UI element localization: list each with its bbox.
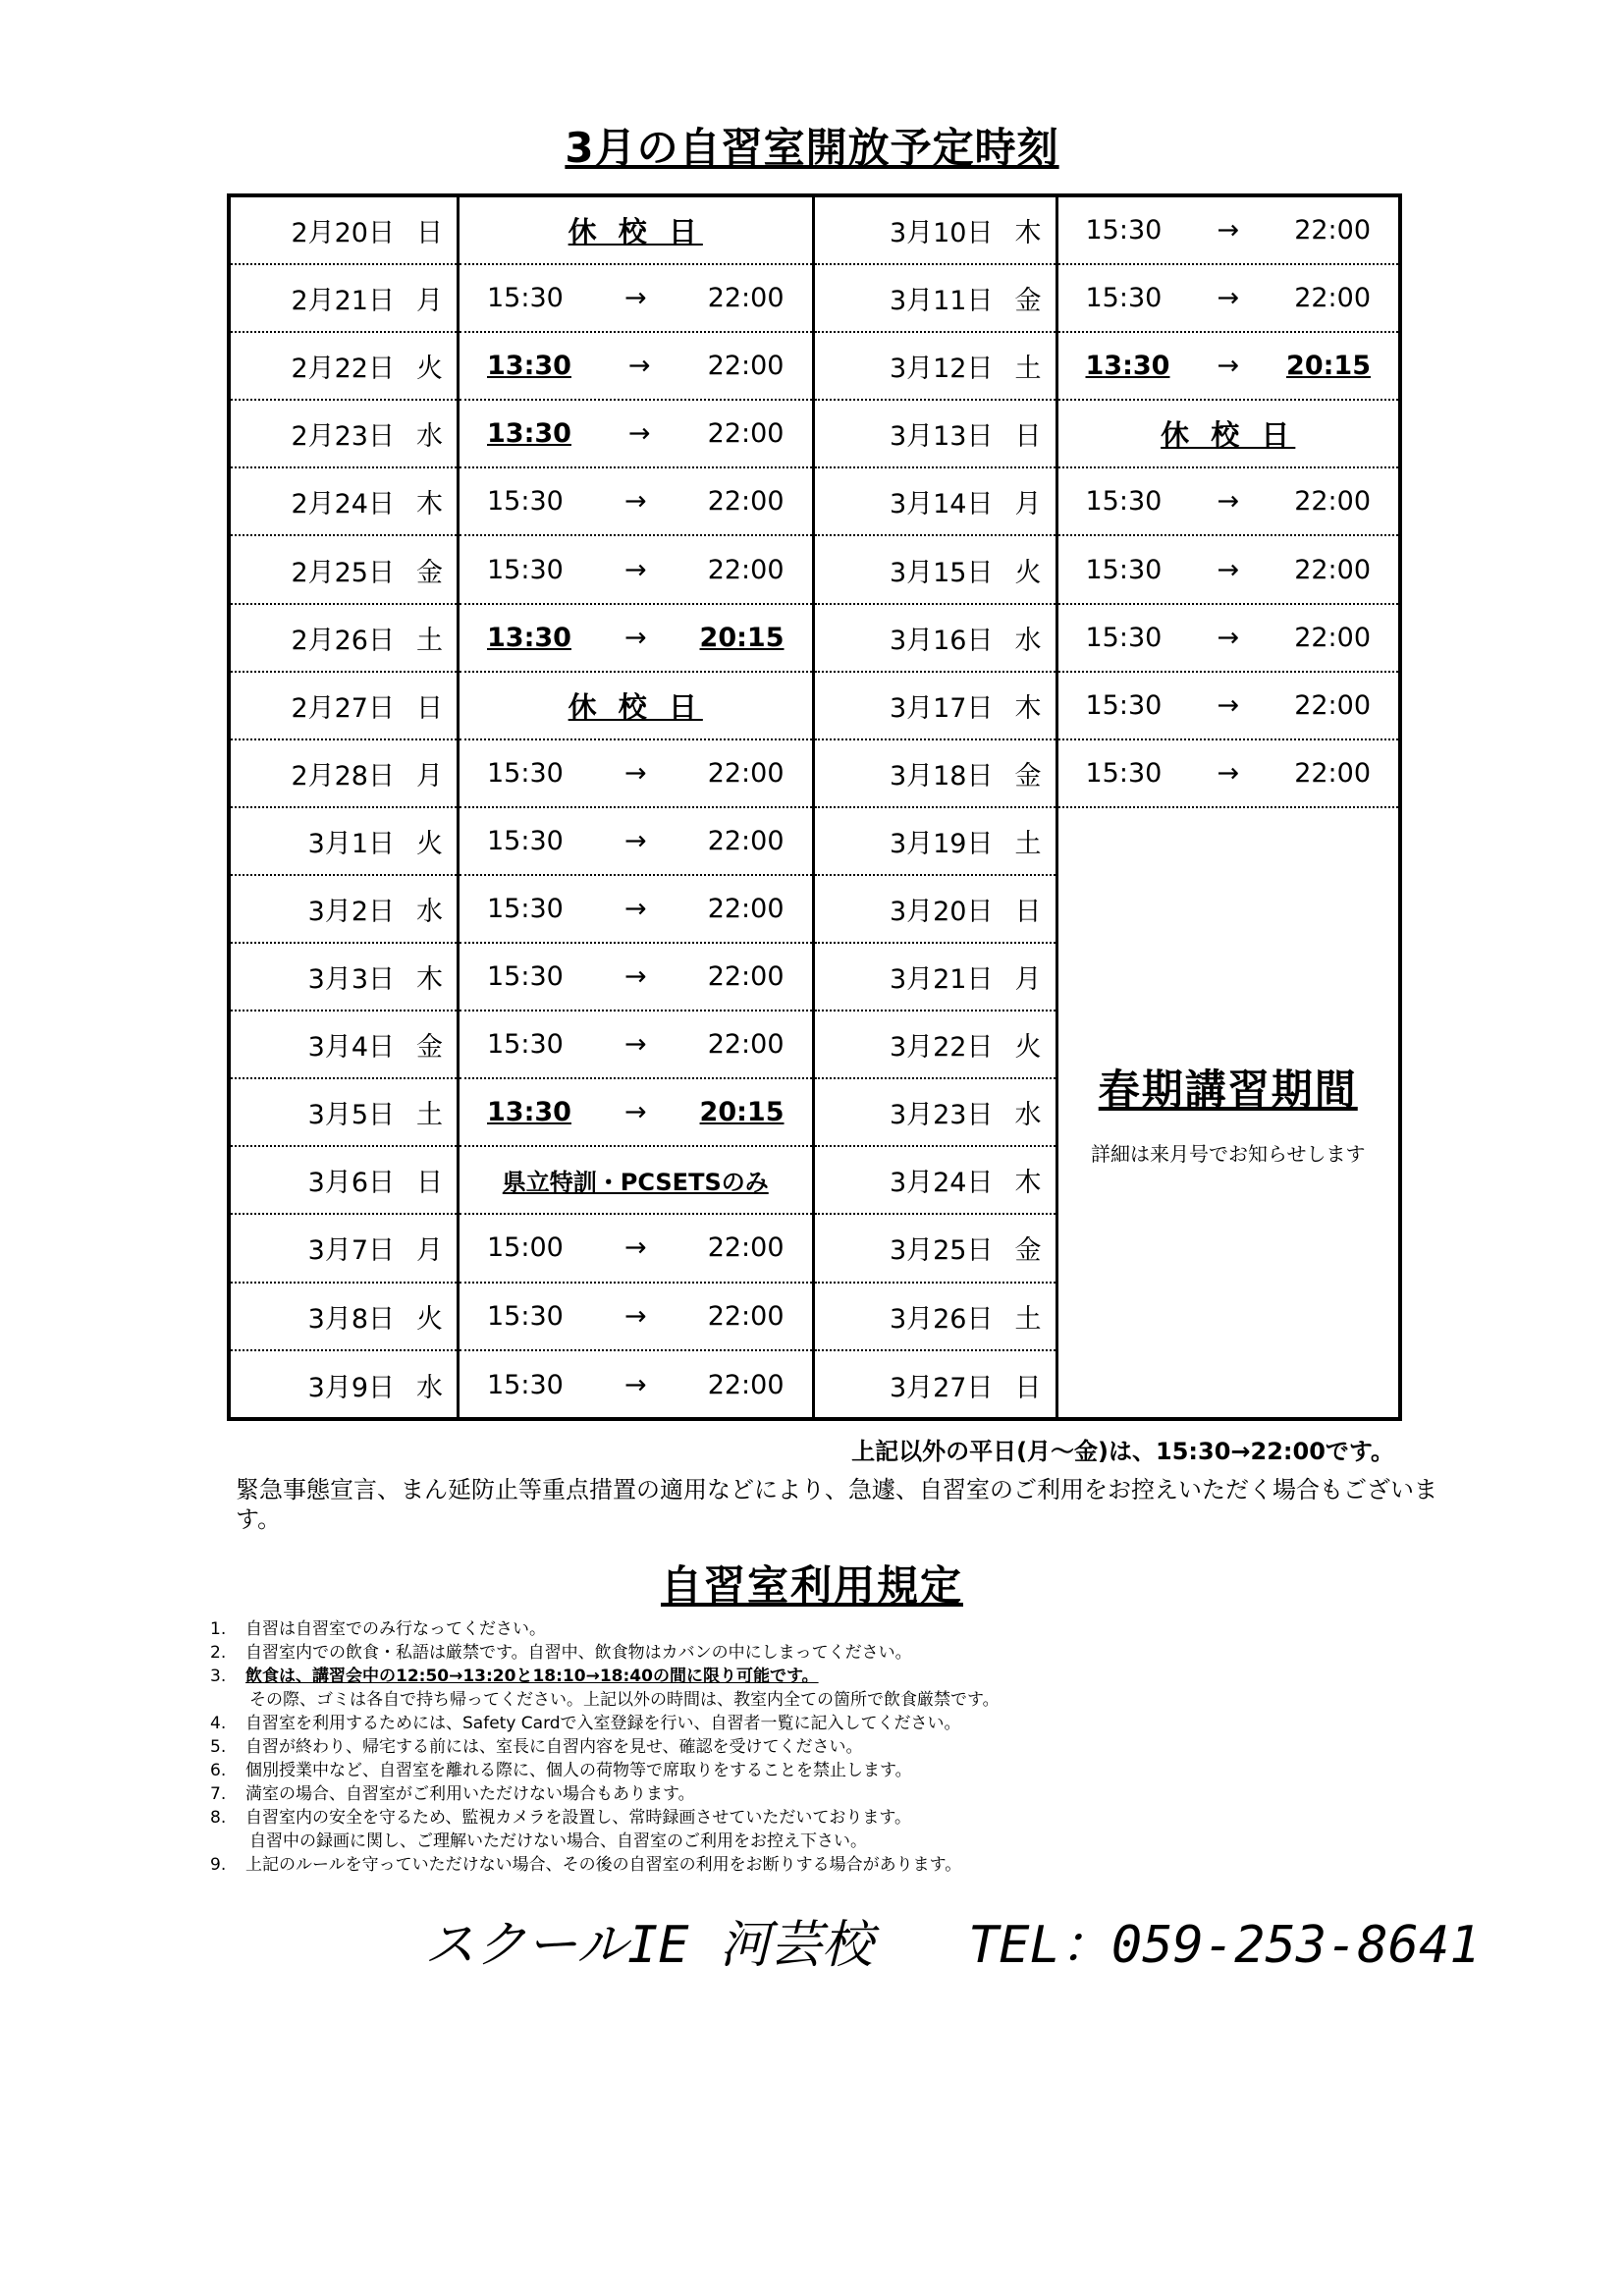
date-cell <box>815 876 1056 944</box>
rule-number: 8. <box>210 1808 227 1828</box>
end-time: 22:00 <box>1294 283 1371 314</box>
time-cell <box>1058 673 1399 740</box>
date-cell <box>231 536 457 604</box>
date-cell <box>815 401 1056 468</box>
arrow-icon: → <box>1217 689 1240 721</box>
start-time: 15:30 <box>487 1029 564 1061</box>
date-cell <box>815 1215 1056 1283</box>
weekday-label: 木 <box>416 489 443 520</box>
rule-text: 自習中の録画に関し、ご理解いただけない場合、自習室のご利用をお控え下さい。 <box>249 1831 867 1851</box>
weekday-label: 木 <box>1014 218 1042 249</box>
start-time: 13:30 <box>487 351 571 382</box>
time-cell <box>1058 333 1399 401</box>
weekday-label: 水 <box>1014 625 1042 656</box>
rule-item <box>210 1617 1467 1641</box>
end-time: 22:00 <box>707 486 785 518</box>
time-cell <box>460 1079 812 1147</box>
end-time: 22:00 <box>707 961 785 993</box>
weekday-label: 水 <box>1014 1100 1042 1131</box>
spring-course-title: 春期講習期間 <box>1098 1066 1358 1115</box>
date-label: 3月8日 <box>307 1303 395 1335</box>
date-label: 3月4日 <box>307 1032 395 1064</box>
weekday-label: 土 <box>1014 828 1042 859</box>
date-label: 3月2日 <box>307 896 395 927</box>
date-label: 3月19日 <box>889 828 994 859</box>
date-label: 3月12日 <box>889 354 994 385</box>
school-name: スクールIE 河芸校 <box>424 1916 873 1975</box>
weekday-label: 金 <box>1014 760 1042 792</box>
schedule-left-half <box>231 197 815 1417</box>
arrow-icon: → <box>623 1300 647 1332</box>
date-label: 2月28日 <box>291 760 395 792</box>
closed-day-cell <box>460 673 812 740</box>
start-time: 15:30 <box>1085 486 1163 518</box>
arrow-icon: → <box>623 1369 647 1400</box>
weekday-label: 土 <box>416 625 443 656</box>
time-cell <box>460 808 812 876</box>
arrow-icon: → <box>1217 554 1240 585</box>
date-cell <box>231 333 457 401</box>
arrow-icon: → <box>1217 283 1240 314</box>
date-cell <box>815 536 1056 604</box>
rules-title: 自習室利用規定 <box>660 1561 963 1610</box>
weekday-label: 金 <box>416 1032 443 1064</box>
start-time: 13:30 <box>487 622 571 653</box>
date-cell <box>815 740 1056 808</box>
date-label: 2月21日 <box>291 286 395 317</box>
time-cell <box>460 333 812 401</box>
rule-text: 満室の場合、自習室がご利用いただけない場合もあります。 <box>245 1784 695 1804</box>
date-cell <box>231 673 457 740</box>
weekday-label: 日 <box>416 692 443 724</box>
end-time: 22:00 <box>707 757 785 789</box>
closed-day-label: 休 校 日 <box>568 689 703 724</box>
date-cell <box>231 944 457 1011</box>
time-cell <box>460 265 812 333</box>
rule-item <box>210 1735 1467 1759</box>
date-label: 3月17日 <box>889 692 994 724</box>
date-cell <box>815 468 1056 536</box>
weekday-label: 火 <box>416 1303 443 1335</box>
date-label: 3月11日 <box>889 286 994 317</box>
end-time: 22:00 <box>707 418 785 450</box>
weekday-label: 日 <box>1014 896 1042 927</box>
time-cell <box>460 401 812 468</box>
date-label: 3月15日 <box>889 557 994 588</box>
date-cell <box>231 1079 457 1147</box>
arrow-icon: → <box>623 961 647 993</box>
date-cell <box>231 1284 457 1351</box>
arrow-icon: → <box>627 418 651 450</box>
date-label: 3月5日 <box>307 1100 395 1131</box>
start-time: 15:30 <box>487 1369 564 1400</box>
time-cell <box>460 944 812 1011</box>
time-cell <box>1058 468 1399 536</box>
time-cell <box>460 1351 812 1419</box>
end-time: 20:15 <box>699 622 785 653</box>
arrow-icon: → <box>623 486 647 518</box>
date-cell <box>231 876 457 944</box>
rule-item <box>210 1641 1467 1665</box>
start-time: 15:30 <box>487 283 564 314</box>
date-cell <box>231 265 457 333</box>
date-cell <box>231 468 457 536</box>
time-cell <box>460 740 812 808</box>
start-time: 15:30 <box>487 825 564 856</box>
date-label: 3月13日 <box>889 421 994 453</box>
time-cell <box>1058 265 1399 333</box>
date-label: 2月23日 <box>291 421 395 453</box>
arrow-icon: → <box>623 757 647 789</box>
date-cell <box>815 333 1056 401</box>
weekday-label: 金 <box>416 557 443 588</box>
date-cell <box>231 1147 457 1215</box>
end-time: 20:15 <box>1286 351 1371 382</box>
weekday-label: 日 <box>416 218 443 249</box>
rule-number: 2. <box>210 1643 227 1663</box>
date-cell <box>231 197 457 265</box>
start-time: 15:30 <box>1085 689 1163 721</box>
date-label: 3月25日 <box>889 1235 994 1267</box>
time-cell <box>460 1011 812 1079</box>
rule-item <box>210 1688 1467 1712</box>
rule-number: 7. <box>210 1784 227 1804</box>
end-time: 20:15 <box>699 1097 785 1128</box>
date-cell <box>231 605 457 673</box>
date-label: 2月26日 <box>291 625 395 656</box>
arrow-icon: → <box>623 1029 647 1061</box>
time-cell <box>460 468 812 536</box>
date-column <box>231 197 460 1417</box>
weekday-hours-note: 上記以外の平日(月～金)は、15:30→22:00です。 <box>851 1438 1394 1465</box>
rule-number: 4. <box>210 1714 227 1733</box>
date-cell <box>815 197 1056 265</box>
date-label: 2月24日 <box>291 489 395 520</box>
end-time: 22:00 <box>707 1232 785 1264</box>
date-cell <box>815 1351 1056 1419</box>
start-time: 15:30 <box>1085 554 1163 585</box>
end-time: 22:00 <box>707 554 785 585</box>
date-label: 3月16日 <box>889 625 994 656</box>
date-cell <box>231 1215 457 1283</box>
start-time: 15:30 <box>1085 757 1163 789</box>
rule-text: 自習室内の安全を守るため、監視カメラを設置し、常時録画させていただいております。 <box>245 1808 911 1828</box>
date-label: 2月25日 <box>291 557 395 588</box>
date-label: 3月23日 <box>889 1100 994 1131</box>
start-time: 15:30 <box>487 893 564 924</box>
date-label: 3月3日 <box>307 964 395 996</box>
date-cell <box>231 1351 457 1419</box>
end-time: 22:00 <box>707 283 785 314</box>
rule-number: 5. <box>210 1737 227 1757</box>
arrow-icon: → <box>623 554 647 585</box>
time-column <box>460 197 812 1417</box>
rule-item <box>210 1759 1467 1782</box>
date-cell <box>231 740 457 808</box>
time-cell <box>1058 740 1399 808</box>
weekday-label: 月 <box>416 286 443 317</box>
date-label: 3月6日 <box>307 1168 395 1199</box>
weekday-label: 木 <box>1014 692 1042 724</box>
start-time: 15:00 <box>487 1232 564 1264</box>
time-cell <box>460 536 812 604</box>
spring-course-block <box>1058 808 1399 1417</box>
date-label: 3月27日 <box>889 1372 994 1403</box>
end-time: 22:00 <box>1294 622 1371 653</box>
rule-item <box>210 1665 1467 1688</box>
arrow-icon: → <box>1217 351 1240 382</box>
weekday-label: 土 <box>416 1100 443 1131</box>
end-time: 22:00 <box>707 1029 785 1061</box>
rule-text: 自習室内での飲食・私語は厳禁です。自習中、飲食物はカバンの中にしまってください。 <box>245 1643 912 1663</box>
time-cell <box>460 605 812 673</box>
spring-course-note: 詳細は来月号でお知らせします <box>1091 1142 1366 1167</box>
rules-list <box>210 1617 1467 1877</box>
date-label: 3月10日 <box>889 218 994 249</box>
arrow-icon: → <box>623 825 647 856</box>
arrow-icon: → <box>1217 622 1240 653</box>
weekday-label: 水 <box>416 896 443 927</box>
special-day-cell <box>460 1147 812 1215</box>
closed-day-cell <box>1058 401 1399 468</box>
weekday-label: 水 <box>416 421 443 453</box>
rule-text: 自習が終わり、帰宅する前には、室長に自習内容を見せ、確認を受けてください。 <box>245 1737 863 1757</box>
start-time: 15:30 <box>1085 215 1163 246</box>
rule-text: 個別授業中など、自習室を離れる際に、個人の荷物等で席取りをすることを禁止します。 <box>245 1761 912 1780</box>
end-time: 22:00 <box>1294 689 1371 721</box>
weekday-label: 日 <box>416 1168 443 1199</box>
end-time: 22:00 <box>1294 554 1371 585</box>
rule-text: その際、ゴミは各自で持ち帰ってください。上記以外の時間は、教室内全ての箇所で飲食厳禁です。 <box>249 1690 1000 1710</box>
time-cell <box>1058 536 1399 604</box>
rule-number: 1. <box>210 1619 227 1639</box>
weekday-label: 月 <box>1014 489 1042 520</box>
weekday-label: 木 <box>416 964 443 996</box>
date-label: 2月20日 <box>291 218 395 249</box>
date-cell <box>815 1147 1056 1215</box>
date-cell <box>815 944 1056 1011</box>
date-label: 3月1日 <box>307 828 395 859</box>
rule-item <box>210 1806 1467 1830</box>
date-label: 3月14日 <box>889 489 994 520</box>
end-time: 22:00 <box>707 1369 785 1400</box>
rule-text: 飲食は、講習会中の12:50→13:20と18:10→18:40の間に限り可能です。 <box>245 1667 819 1686</box>
end-time: 22:00 <box>707 825 785 856</box>
arrow-icon: → <box>623 283 647 314</box>
date-cell <box>231 401 457 468</box>
time-cell <box>460 1284 812 1351</box>
time-cell <box>460 1215 812 1283</box>
arrow-icon: → <box>623 622 647 653</box>
arrow-icon: → <box>623 1097 647 1128</box>
weekday-label: 土 <box>1014 1303 1042 1335</box>
weekday-label: 水 <box>416 1372 443 1403</box>
weekday-label: 火 <box>416 828 443 859</box>
closed-day-label: 休 校 日 <box>568 215 703 249</box>
date-label: 3月26日 <box>889 1303 994 1335</box>
weekday-label: 木 <box>1014 1168 1042 1199</box>
arrow-icon: → <box>1217 757 1240 789</box>
weekday-label: 火 <box>1014 1032 1042 1064</box>
time-cell <box>460 876 812 944</box>
weekday-label: 金 <box>1014 1235 1042 1267</box>
date-cell <box>815 1284 1056 1351</box>
date-label: 3月18日 <box>889 760 994 792</box>
start-time: 15:30 <box>1085 622 1163 653</box>
arrow-icon: → <box>627 351 651 382</box>
date-label: 2月27日 <box>291 692 395 724</box>
weekday-label: 月 <box>416 1235 443 1267</box>
rule-item <box>210 1712 1467 1735</box>
rule-text: 自習は自習室でのみ行なってください。 <box>245 1619 546 1639</box>
date-label: 3月20日 <box>889 896 994 927</box>
date-cell <box>815 1079 1056 1147</box>
emergency-notice: 緊急事態宣言、まん延防止等重点措置の適用などにより、急遽、自習室のご利用をお控えいただく場合もございます。 <box>236 1476 1437 1533</box>
date-label: 3月9日 <box>307 1372 395 1403</box>
end-time: 22:00 <box>707 351 785 382</box>
weekday-label: 火 <box>1014 557 1042 588</box>
end-time: 22:00 <box>707 893 785 924</box>
start-time: 15:30 <box>487 1300 564 1332</box>
special-day-label: 県立特訓・PCSETSのみ <box>502 1169 769 1197</box>
end-time: 22:00 <box>1294 486 1371 518</box>
date-label: 2月22日 <box>291 354 395 385</box>
rule-number: 3. <box>210 1667 227 1686</box>
page-title: 3月の自習室開放予定時刻 <box>565 124 1059 172</box>
date-label: 3月24日 <box>889 1168 994 1199</box>
rule-text: 上記のルールを守っていただけない場合、その後の自習室の利用をお断りする場合があります。 <box>245 1855 962 1875</box>
weekday-label: 火 <box>416 354 443 385</box>
rule-number: 6. <box>210 1761 227 1780</box>
weekday-label: 金 <box>1014 286 1042 317</box>
end-time: 22:00 <box>1294 757 1371 789</box>
phone-number: TEL：059-253-8641 <box>968 1916 1481 1975</box>
weekday-label: 日 <box>1014 1372 1042 1403</box>
rule-item <box>210 1830 1467 1853</box>
date-cell <box>231 1011 457 1079</box>
weekday-label: 月 <box>416 760 443 792</box>
date-label: 3月22日 <box>889 1032 994 1064</box>
start-time: 15:30 <box>487 554 564 585</box>
time-cell <box>1058 197 1399 265</box>
start-time: 13:30 <box>487 1097 571 1128</box>
date-cell <box>231 808 457 876</box>
rule-number: 9. <box>210 1855 227 1875</box>
start-time: 15:30 <box>1085 283 1163 314</box>
schedule-table <box>227 193 1402 1421</box>
arrow-icon: → <box>1217 486 1240 518</box>
time-column <box>1058 197 1399 1417</box>
weekday-label: 日 <box>1014 421 1042 453</box>
start-time: 13:30 <box>1085 351 1170 382</box>
time-cell <box>1058 605 1399 673</box>
date-cell <box>815 605 1056 673</box>
start-time: 15:30 <box>487 757 564 789</box>
closed-day-label: 休 校 日 <box>1161 418 1296 453</box>
date-column <box>815 197 1058 1417</box>
date-cell <box>815 265 1056 333</box>
closed-day-cell <box>460 197 812 265</box>
date-label: 3月21日 <box>889 964 994 996</box>
schedule-right-half <box>815 197 1399 1417</box>
date-cell <box>815 673 1056 740</box>
rule-item <box>210 1782 1467 1806</box>
start-time: 13:30 <box>487 418 571 450</box>
date-cell <box>815 808 1056 876</box>
weekday-label: 月 <box>1014 964 1042 996</box>
arrow-icon: → <box>623 893 647 924</box>
date-label: 3月7日 <box>307 1235 395 1267</box>
arrow-icon: → <box>1217 215 1240 246</box>
rule-text: 自習室を利用するためには、Safety Cardで入室登録を行い、自習者一覧に記入してください。 <box>245 1714 961 1733</box>
rule-item <box>210 1853 1467 1877</box>
date-cell <box>815 1011 1056 1079</box>
weekday-label: 土 <box>1014 354 1042 385</box>
arrow-icon: → <box>623 1232 647 1264</box>
start-time: 15:30 <box>487 486 564 518</box>
start-time: 15:30 <box>487 961 564 993</box>
end-time: 22:00 <box>707 1300 785 1332</box>
end-time: 22:00 <box>1294 215 1371 246</box>
